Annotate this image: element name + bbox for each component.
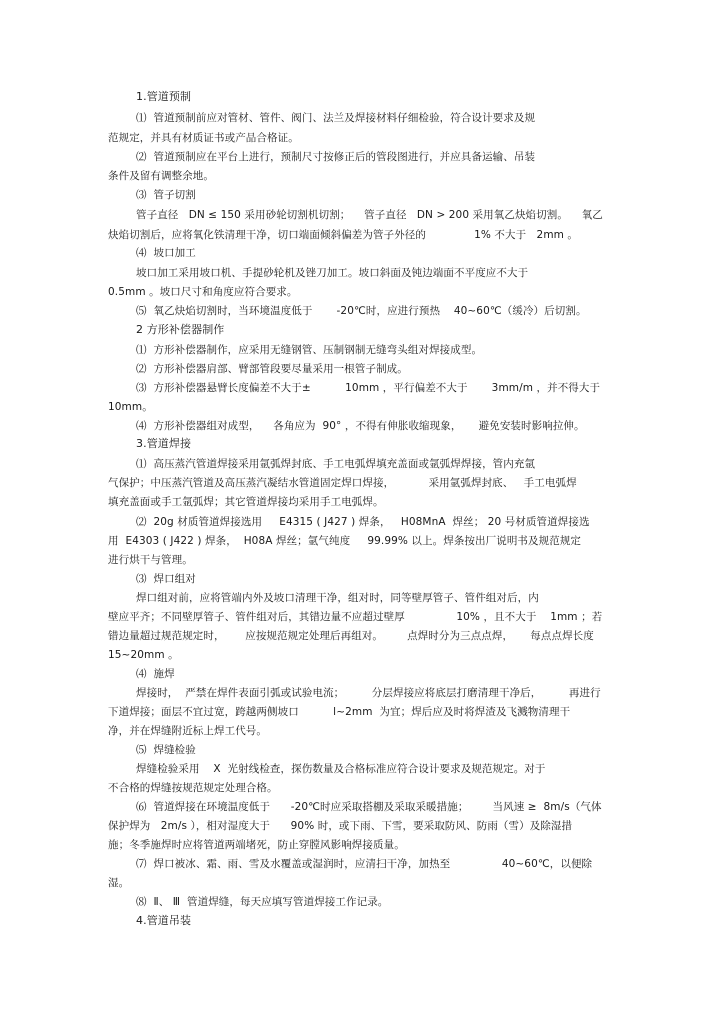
paragraph-line: 施；冬季施焊时应将管道两端堵死，防止穿膛风影响焊接质量。 [108,839,405,851]
paragraph-line: 进行烘干与管理。 [108,554,193,566]
heading-square-compensator: 2 方形补偿器制作 [136,323,225,336]
paragraph-line: 下道焊接；面层不宜过宽，跨越两侧坡口 l~2mm 为宜；焊后应及时将焊渣及飞溅物清理干 [108,706,571,718]
paragraph-line: ⑴ 管道预制前应对管材、管件、阀门、法兰及焊接材料仔细检验，符合设计要求及规 [136,112,536,124]
subheading-bevel-machining: ⑷ 坡口加工 [136,247,196,259]
paragraph-line: 保护焊为 2m/s ），相对湿度大于 90% 时，或下雨、下雪，要采取防风、防雨（雪）及除湿措 [108,820,573,832]
paragraph-line: 10mm。 [108,401,153,413]
paragraph-line: 条件及留有调整余地。 [108,170,214,182]
paragraph-line: 净，并在焊缝附近标上焊工代号。 [108,725,267,737]
heading-pipe-welding: 3.管道焊接 [136,437,192,450]
paragraph-line: ⑵ 方形补偿器肩部、臂部管段要尽量采用一根管子制成。 [136,363,408,375]
paragraph-line: 气保护；中压蒸汽管道及高压蒸汽凝结水管道固定焊口焊接， 采用氩弧焊封底、 手工电弧焊 [108,477,577,489]
paragraph-line: 壁应平齐；不同壁厚管子、管件组对后，其错边量不应超过壁厚 10% ，且不大于 1mm ；若 [108,611,603,623]
heading-pipe-hoisting: 4.管道吊装 [136,914,192,927]
paragraph-line: 炔焰切割后，应将氧化铁清理干净，切口端面倾斜偏差为管子外径的 1% 不大于 2mm 。 [108,229,579,241]
paragraph-line: 范规定，并具有材质证书或产品合格证。 [108,132,299,144]
subheading-welding-operation: ⑷ 施焊 [136,668,175,680]
heading-pipe-prefabrication: 1.管道预制 [136,90,192,103]
paragraph-line: ⑹ 管道焊接在环境温度低于 -20℃时应采取搭棚及采取采暖措施； 当风速 ≥ 8m/s（气体 [136,801,602,813]
paragraph-line: 填充盖面或手工氩弧焊；其它管道焊接均采用手工电弧焊。 [108,496,384,508]
paragraph-line: 湿。 [108,877,130,889]
paragraph-line: 焊口组对前，应将管端内外及坡口清理干净，组对时，同等壁厚管子、管件组对后，内 [136,592,539,604]
paragraph-line: 15~20mm 。 [108,649,179,661]
subheading-pipe-cutting: ⑶ 管子切割 [136,189,196,201]
paragraph-line: 0.5mm 。坡口尺寸和角度应符合要求。 [108,286,298,298]
paragraph-line: 坡口加工采用坡口机、手提砂轮机及锉刀加工。坡口斜面及钝边端面不平度应不大于 [136,267,529,279]
paragraph-line: 焊接时， 严禁在焊件表面引弧或试验电流； 分层焊接应将底层打磨清理干净后， 再进行 [136,687,601,699]
paragraph-line: ⑸ 氧乙炔焰切割时，当环境温度低于 -20℃时，应进行预热 40~60℃（缓冷）后切割。 [136,305,587,317]
subheading-weld-inspection: ⑸ 焊缝检验 [136,744,196,756]
paragraph-line: ⑶ 方形补偿器悬臂长度偏差不大于± 10mm ，平行偏差不大于 3mm/m ，并不得大于 [136,382,601,394]
paragraph-line: ⑻ Ⅱ、 Ⅲ 管道焊缝，每天应填写管道焊接工作记录。 [136,896,389,908]
paragraph-line: ⑵ 管道预制应在平台上进行，预制尺寸按修正后的管段图进行，并应具备运输、吊装 [136,151,536,163]
paragraph-line: 管子直径 DN ≤ 150 采用砂轮切割机切割； 管子直径 DN > 200 采用氧乙炔焰切割。 氧乙 [136,209,603,221]
paragraph-line: 用 E4303 ( J422 ) 焊条， H08A 焊丝；氩气纯度 99.99% 以上。焊条按出厂说明书及规范规定 [108,535,582,547]
paragraph-line: 不合格的焊缝按规范规定处理合格。 [108,782,278,794]
paragraph-line: 错边量超过规范规定时， 应按规范规定处理后再组对。 点焊时分为三点点焊， 每点点焊长度 [108,630,594,642]
paragraph-line: 焊缝检验采用 X 光射线检查，探伤数量及合格标准应符合设计要求及规范规定。对于 [136,763,546,775]
paragraph-line: ⑴ 方形补偿器制作，应采用无缝钢管、压制钢制无缝弯头组对焊接成型。 [136,344,483,356]
paragraph-line: ⑺ 焊口被冰、霜、雨、雪及水覆盖或湿润时，应清扫干净，加热至 40~60℃，以便除 [136,858,593,870]
paragraph-line: ⑷ 方形补偿器组对成型， 各角应为 90° ，不得有伸胀收缩现象， 避免安装时影响拉伸。 [136,420,585,432]
subheading-joint-assembly: ⑶ 焊口组对 [136,573,196,585]
paragraph-line: ⑴ 高压蒸汽管道焊接采用氩弧焊封底、手工电弧焊填充盖面或氩弧焊焊接，管内充氩 [136,458,536,470]
paragraph-line: ⑵ 20g 材质管道焊接选用 E4315 ( J427 ) 焊条， H08MnA 焊丝； 20 号材质管道焊接选 [136,516,590,528]
